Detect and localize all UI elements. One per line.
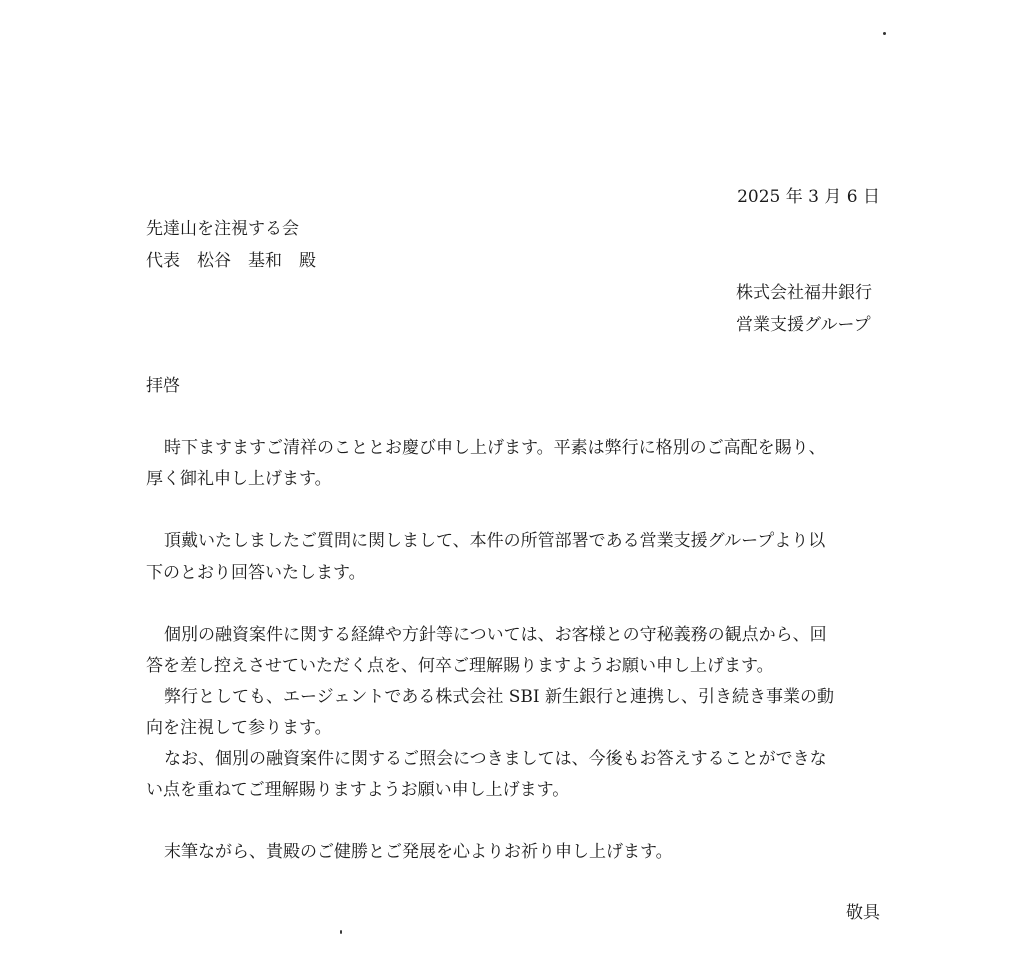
closing-salutation: 敬具: [846, 903, 880, 923]
recipient-org: 先達山を注視する会: [146, 219, 299, 239]
body-line: い点を重ねてご理解賜りますようお願い申し上げます。: [146, 780, 570, 800]
body-line: 末筆ながら、貴殿のご健勝とご発展を心よりお祈り申し上げます。: [164, 842, 673, 862]
scan-speck: [340, 930, 342, 934]
body-line: 厚く御礼申し上げます。: [146, 469, 332, 489]
body-line: 個別の融資案件に関する経緯や方針等については、お客様との守秘義務の観点から、回: [164, 625, 827, 645]
body-line: 時下ますますご清祥のこととお慶び申し上げます。平素は弊行に格別のご高配を賜り、: [164, 438, 826, 458]
body-line: なお、個別の融資案件に関するご照会につきましては、今後もお答えすることができな: [164, 749, 827, 769]
sender-company: 株式会社福井銀行: [736, 283, 872, 303]
body-line: 弊行としても、エージェントである株式会社 SBI 新生銀行と連携し、引き続き事業の動: [164, 687, 834, 707]
scan-speck: [883, 32, 886, 35]
body-line: 答を差し控えさせていただく点を、何卒ご理解賜りますようお願い申し上げます。: [146, 656, 774, 676]
body-line: 向を注視して参ります。: [146, 718, 332, 738]
letter-date: 2025 年 3 月 6 日: [737, 187, 880, 207]
opening-salutation: 拝啓: [146, 376, 180, 396]
recipient-person: 代表 松谷 基和 殿: [146, 251, 316, 271]
sender-department: 営業支援グループ: [736, 315, 871, 335]
body-line: 下のとおり回答いたします。: [146, 563, 366, 583]
body-line: 頂戴いたしましたご質問に関しまして、本件の所管部署である営業支援グループより以: [164, 531, 826, 551]
